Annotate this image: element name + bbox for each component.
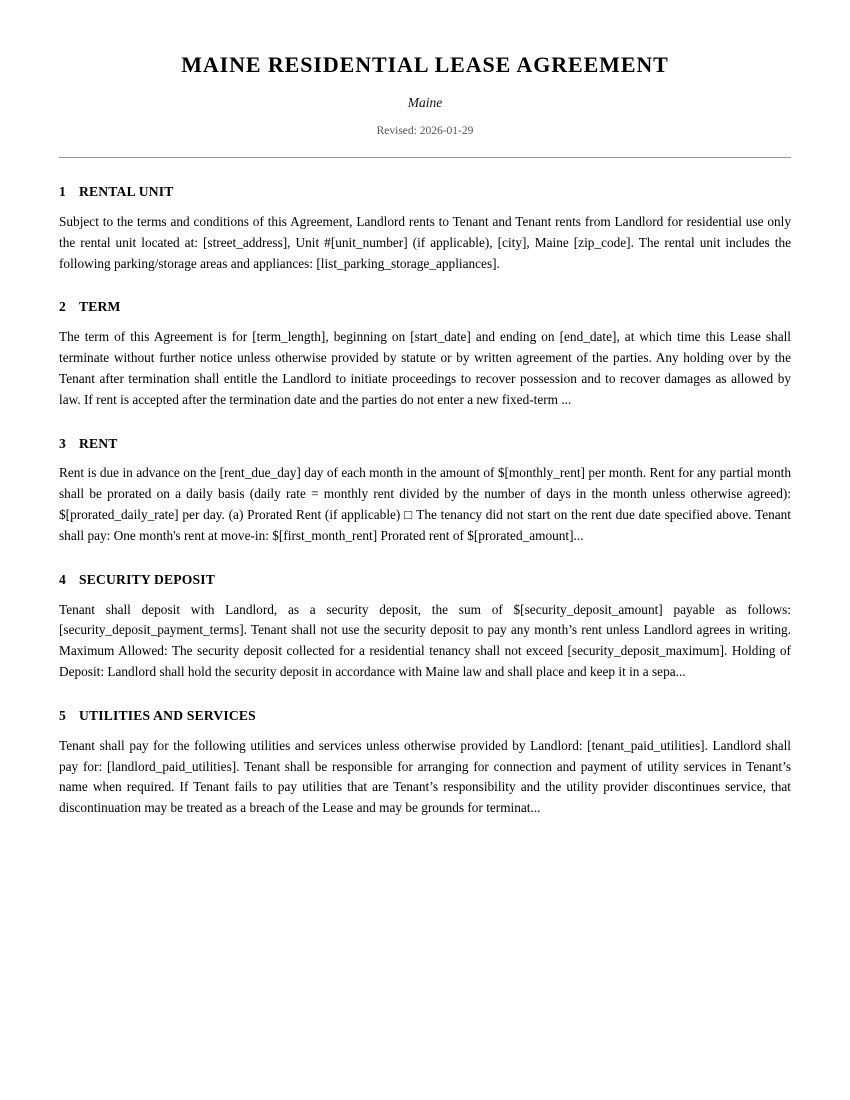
section-rental-unit <box>59 184 791 274</box>
section-heading <box>59 184 791 201</box>
section-paragraph: The term of this Agreement is for [term_length], beginning on [start_date] and ending on [end_date], at which time this Lease shall terminate without further notice unless otherwise provided by statute or by written agreement of the parties. Any holding over by the Tenant after termination shall entitle the Landlord to initiate proceedings to recover possession and to recover damages as allowed by law. If rent is accepted after the termination date and the parties do not enter a new fixed-term ... <box>59 329 791 407</box>
section-rent <box>59 436 791 547</box>
section-heading <box>59 572 791 589</box>
document-content <box>59 0 791 819</box>
section-term <box>59 299 791 410</box>
section-number: 5 <box>59 707 66 723</box>
section-title: SECURITY DEPOSIT <box>79 571 216 587</box>
section-paragraph: Tenant shall deposit with Landlord, as a security deposit, the sum of $[security_deposit_amount] payable as follows: [security_deposit_payment_terms]. Tenant shall not use the security deposit to pay any month’s rent unless Landlord agrees in writing. Maximum Allowed: The security deposit collected for a residential tenancy shall not exceed [security_deposit_maximum]. Holding of Deposit: Landlord shall hold the security deposit in accordance with Maine law and shall place and keep it in a sepa... <box>59 601 791 680</box>
section-security-deposit <box>59 572 791 683</box>
document-jurisdiction: Maine <box>407 94 443 110</box>
section-paragraph: Rent is due in advance on the [rent_due_day] day of each month in the amount of $[monthly_rent] per month. Rent for any partial month shall be prorated on a daily basis (daily rate = monthly rent divided by the number of days in the month unless otherwise agreed): $[prorated_daily_rate] per day. (a) Prorated Rent (if applicable) □ The tenancy did not start on the rent due date specified above. Tenant shall pay: One month's rent at move-in: $[first_month_rent] Prorated rent of $[prorated_amount]... <box>59 465 791 543</box>
section-paragraph: Tenant shall pay for the following utilities and services unless otherwise provided by Landlord: [tenant_paid_utilities]. Landlord shall pay for: [landlord_paid_utilities]. Tenant shall be responsible for arranging for connection and payment of utility services in Tenant’s name when required. If Tenant fails to pay utilities that are Tenant’s responsibility and the utility provider discontinues service, that discontinuation may be treated as a breach of the Lease and may be grounds for terminat... <box>59 737 791 816</box>
section-title: RENTAL UNIT <box>79 183 174 199</box>
header-divider <box>59 157 791 158</box>
section-heading <box>59 299 791 316</box>
section-title: TERM <box>79 299 121 315</box>
section-number: 3 <box>59 435 66 451</box>
section-heading <box>59 436 791 453</box>
section-number: 1 <box>59 183 66 199</box>
section-number: 4 <box>59 571 66 587</box>
section-title: RENT <box>79 435 118 451</box>
section-utilities-and-services <box>59 708 791 819</box>
section-number: 2 <box>59 299 66 315</box>
document-revised-date: Revised: 2026-01-29 <box>376 124 474 137</box>
section-paragraph: Subject to the terms and conditions of this Agreement, Landlord rents to Tenant and Tenant rents from Landlord for residential use only the rental unit located at: [street_address], Unit #[unit_number] (if applicable), [city], Maine [zip_code]. The rental unit includes the following parking/storage areas and appliances: [list_parking_storage_appliances]. <box>59 213 791 271</box>
section-heading <box>59 708 791 725</box>
section-title: UTILITIES AND SERVICES <box>79 707 256 723</box>
document-title: MAINE RESIDENTIAL LEASE AGREEMENT <box>181 52 669 77</box>
